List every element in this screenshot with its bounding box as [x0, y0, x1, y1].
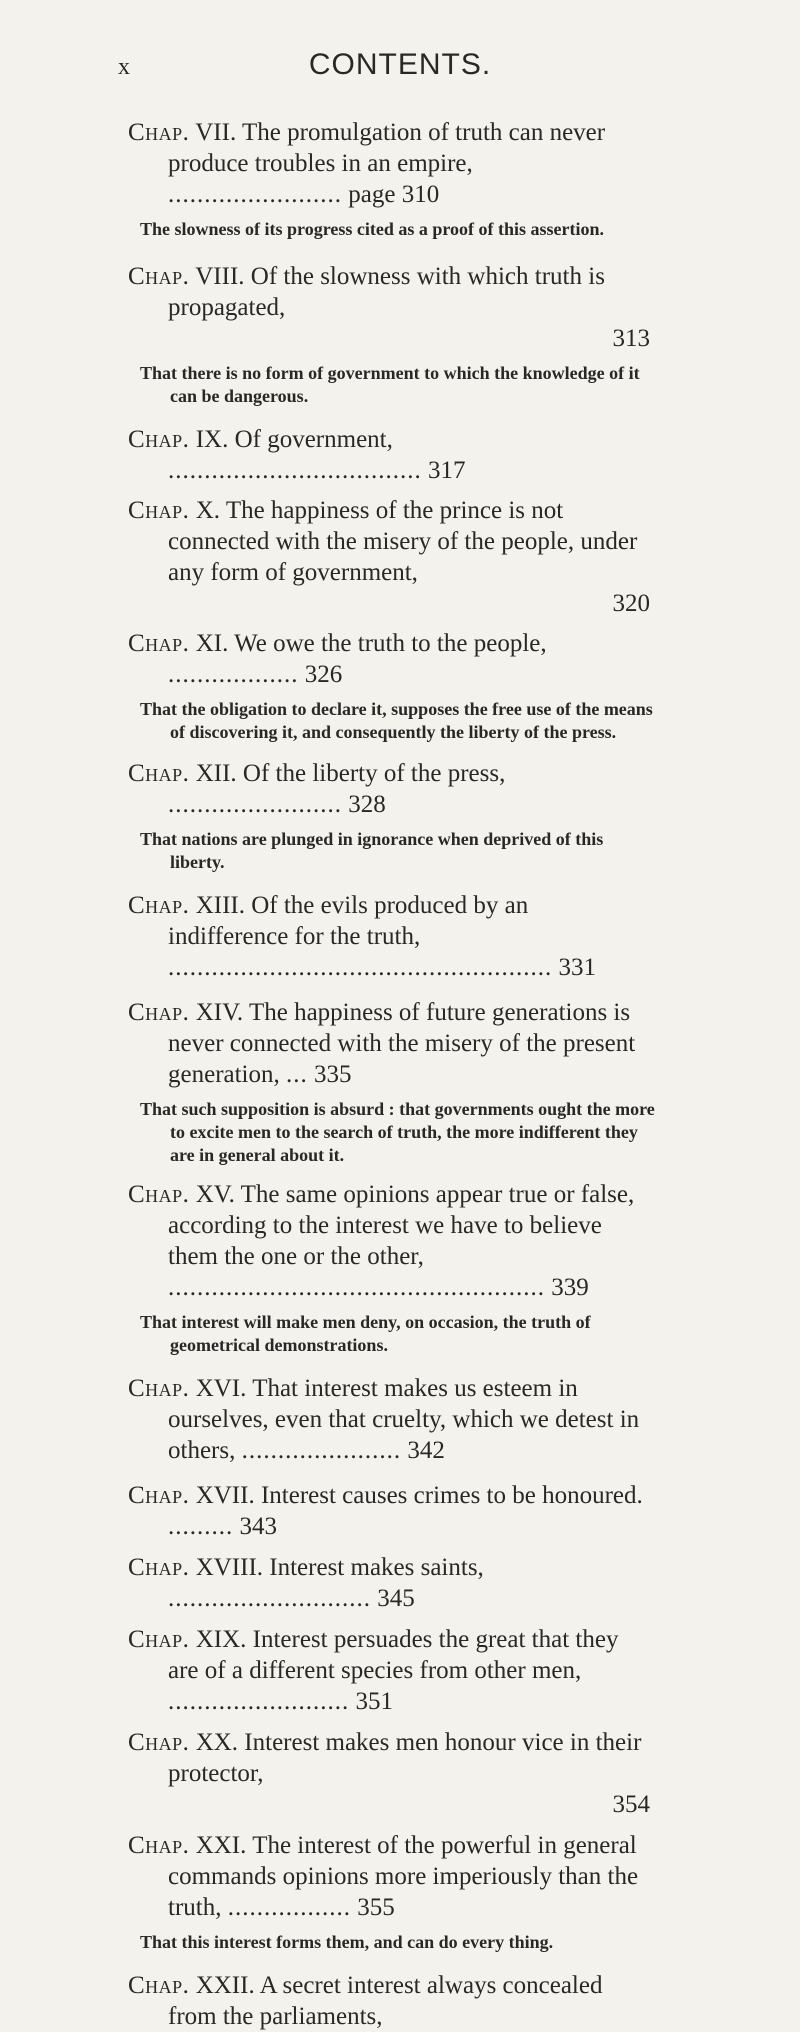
chapter-line [0, 261, 800, 354]
page-reference: 351 [355, 1688, 393, 1715]
chapter-number: VII. [195, 119, 237, 146]
chapter-word: Chap. [128, 1181, 190, 1208]
chapter-number: XIII. [195, 892, 245, 919]
chapter-word: Chap. [128, 426, 190, 453]
chapter-title: Of the liberty of the press, [242, 760, 506, 787]
chapter-title: Interest persuades the great that they are of a different species from other men, [168, 1626, 619, 1684]
chapter-word: Chap. [128, 1375, 190, 1402]
chapter-line [0, 1830, 800, 1923]
chapter-line [0, 1179, 800, 1303]
chapter-word: Chap. [128, 1482, 190, 1509]
chapter-number: XII. [195, 760, 237, 787]
toc-entry [0, 424, 800, 486]
chapter-summary: That the obligation to declare it, supposes the free use of the means of discovering it, and consequently the liberty of the press. [140, 699, 653, 742]
chapter-word: Chap. [128, 1626, 190, 1653]
chapter-line [0, 424, 800, 486]
chapter-line [0, 1970, 800, 2032]
chapter-word: Chap. [128, 119, 190, 146]
chapter-word: Chap. [128, 999, 190, 1026]
chapter-line [0, 495, 800, 619]
chapter-title: Of the slowness with which truth is propagated, [168, 263, 605, 321]
chapter-line [0, 758, 800, 820]
chapter-line [0, 1624, 800, 1717]
running-head: CONTENTS. [308, 48, 492, 81]
leader-dots: ...................... [241, 1437, 402, 1464]
page-reference: 339 [551, 1274, 589, 1301]
chapter-number: X. [195, 497, 220, 524]
leader-dots: ... [286, 1061, 308, 1088]
leader-dots: ......... [168, 1513, 234, 1540]
toc-entry [0, 997, 800, 1167]
chapter-summary: That such supposition is absurd : that governments ought the more to excite men to the search of truth, the more indifferent they are in general about it. [140, 1099, 655, 1165]
chapter-title: A secret interest always concealed from the parliaments, [168, 1972, 603, 2030]
chapter-title: The interest of the powerful in general commands opinions more imperiously than the truth, [168, 1832, 639, 1921]
page-reference: 328 [348, 791, 386, 818]
toc-entry [0, 117, 800, 241]
chapter-title: Of government, [234, 426, 393, 453]
toc-entry [0, 1552, 800, 1614]
toc-entry [0, 261, 800, 408]
chapter-number: XV. [195, 1181, 235, 1208]
toc-entry [0, 890, 800, 983]
toc-entry [0, 1624, 800, 1717]
leader-dots: ........................ [168, 181, 342, 208]
chapter-number: XVII. [195, 1482, 255, 1509]
leader-dots: ................................... [168, 457, 422, 484]
page-reference: 317 [428, 457, 466, 484]
toc-entry [0, 495, 800, 619]
page-reference: 313 [612, 325, 650, 352]
leader-dots: ......................... [168, 1688, 350, 1715]
chapter-summary: The slowness of its progress cited as a proof of this assertion. [140, 219, 605, 239]
leader-dots: ..................................................... [168, 954, 553, 981]
chapter-word: Chap. [128, 1832, 190, 1859]
page-reference: 354 [612, 1791, 650, 1818]
chapter-title: Of the evils produced by an indifference for the truth, [168, 892, 529, 950]
page-reference: 345 [377, 1585, 415, 1612]
chapter-word: Chap. [128, 263, 190, 290]
toc-entry [0, 1727, 800, 1820]
contents-list [0, 105, 800, 2032]
toc-entry [0, 628, 800, 744]
chapter-number: XX. [195, 1729, 239, 1756]
leader-dots: ............................ [168, 1585, 371, 1612]
page-reference: 355 [357, 1894, 395, 1921]
chapter-word: Chap. [128, 760, 190, 787]
chapter-number: XI. [195, 630, 229, 657]
page-reference: 326 [304, 661, 343, 688]
chapter-number: VIII. [195, 263, 245, 290]
chapter-title: The happiness of future generations is never connected with the misery of the present generation, [168, 999, 636, 1088]
chapter-word: Chap. [128, 630, 190, 657]
chapter-number: XVI. [195, 1375, 247, 1402]
chapter-line [0, 997, 800, 1090]
chapter-title: Interest causes crimes to be honoured. [260, 1482, 643, 1509]
chapter-title: The same opinions appear true or false, according to the interest we have to believe them the one or the other, [168, 1181, 635, 1270]
page-header [0, 48, 800, 88]
chapter-summary: That interest will make men deny, on occasion, the truth of geometrical demonstrations. [140, 1312, 591, 1355]
chapter-line [0, 1727, 800, 1820]
chapter-line [0, 1552, 800, 1614]
chapter-title: We owe the truth to the people, [234, 630, 547, 657]
toc-entry [0, 1970, 800, 2032]
page-reference: page 310 [348, 181, 440, 208]
chapter-title: That interest makes us esteem in ourselves, even that cruelty, which we detest in others, [168, 1375, 640, 1464]
page-reference: 320 [612, 590, 650, 617]
chapter-summary: That this interest forms them, and can do every thing. [140, 1932, 554, 1952]
leader-dots: ................. [227, 1894, 351, 1921]
chapter-word: Chap. [128, 1729, 190, 1756]
chapter-word: Chap. [128, 1972, 190, 1999]
chapter-line [0, 117, 800, 210]
chapter-number: XIX. [195, 1626, 247, 1653]
chapter-title: The promulgation of truth can never produce troubles in an empire, [168, 119, 606, 177]
chapter-number: XVIII. [195, 1554, 264, 1581]
chapter-title: The happiness of the prince is not connected with the misery of the people, under any form of government, [168, 497, 638, 586]
folio: x [118, 54, 130, 80]
chapter-title: Interest makes saints, [269, 1554, 484, 1581]
chapter-number: IX. [195, 426, 229, 453]
chapter-summary: That nations are plunged in ignorance when deprived of this liberty. [140, 829, 604, 872]
toc-entry [0, 758, 800, 874]
chapter-line [0, 1373, 800, 1466]
chapter-line [0, 890, 800, 983]
chapter-word: Chap. [128, 892, 190, 919]
leader-dots: .................................................... [168, 1274, 545, 1301]
page-reference: 342 [407, 1437, 445, 1464]
chapter-number: XXI. [195, 1832, 247, 1859]
chapter-word: Chap. [128, 1554, 190, 1581]
page-reference: 343 [239, 1513, 277, 1540]
chapter-line [0, 628, 800, 690]
chapter-number: XIV. [195, 999, 244, 1026]
page-reference: 335 [314, 1061, 352, 1088]
chapter-title: Interest makes men honour vice in their protector, [168, 1729, 642, 1787]
chapter-word: Chap. [128, 497, 190, 524]
page-reference: 331 [558, 954, 596, 981]
toc-entry [0, 1480, 800, 1542]
leader-dots: .................. [168, 661, 299, 688]
leader-dots: ........................ [168, 791, 342, 818]
chapter-line [0, 1480, 800, 1542]
chapter-summary: That there is no form of government to which the knowledge of it can be dangerous. [140, 363, 640, 406]
toc-entry [0, 1830, 800, 1954]
chapter-number: XXII. [195, 1972, 255, 1999]
toc-entry [0, 1373, 800, 1466]
toc-entry [0, 1179, 800, 1357]
